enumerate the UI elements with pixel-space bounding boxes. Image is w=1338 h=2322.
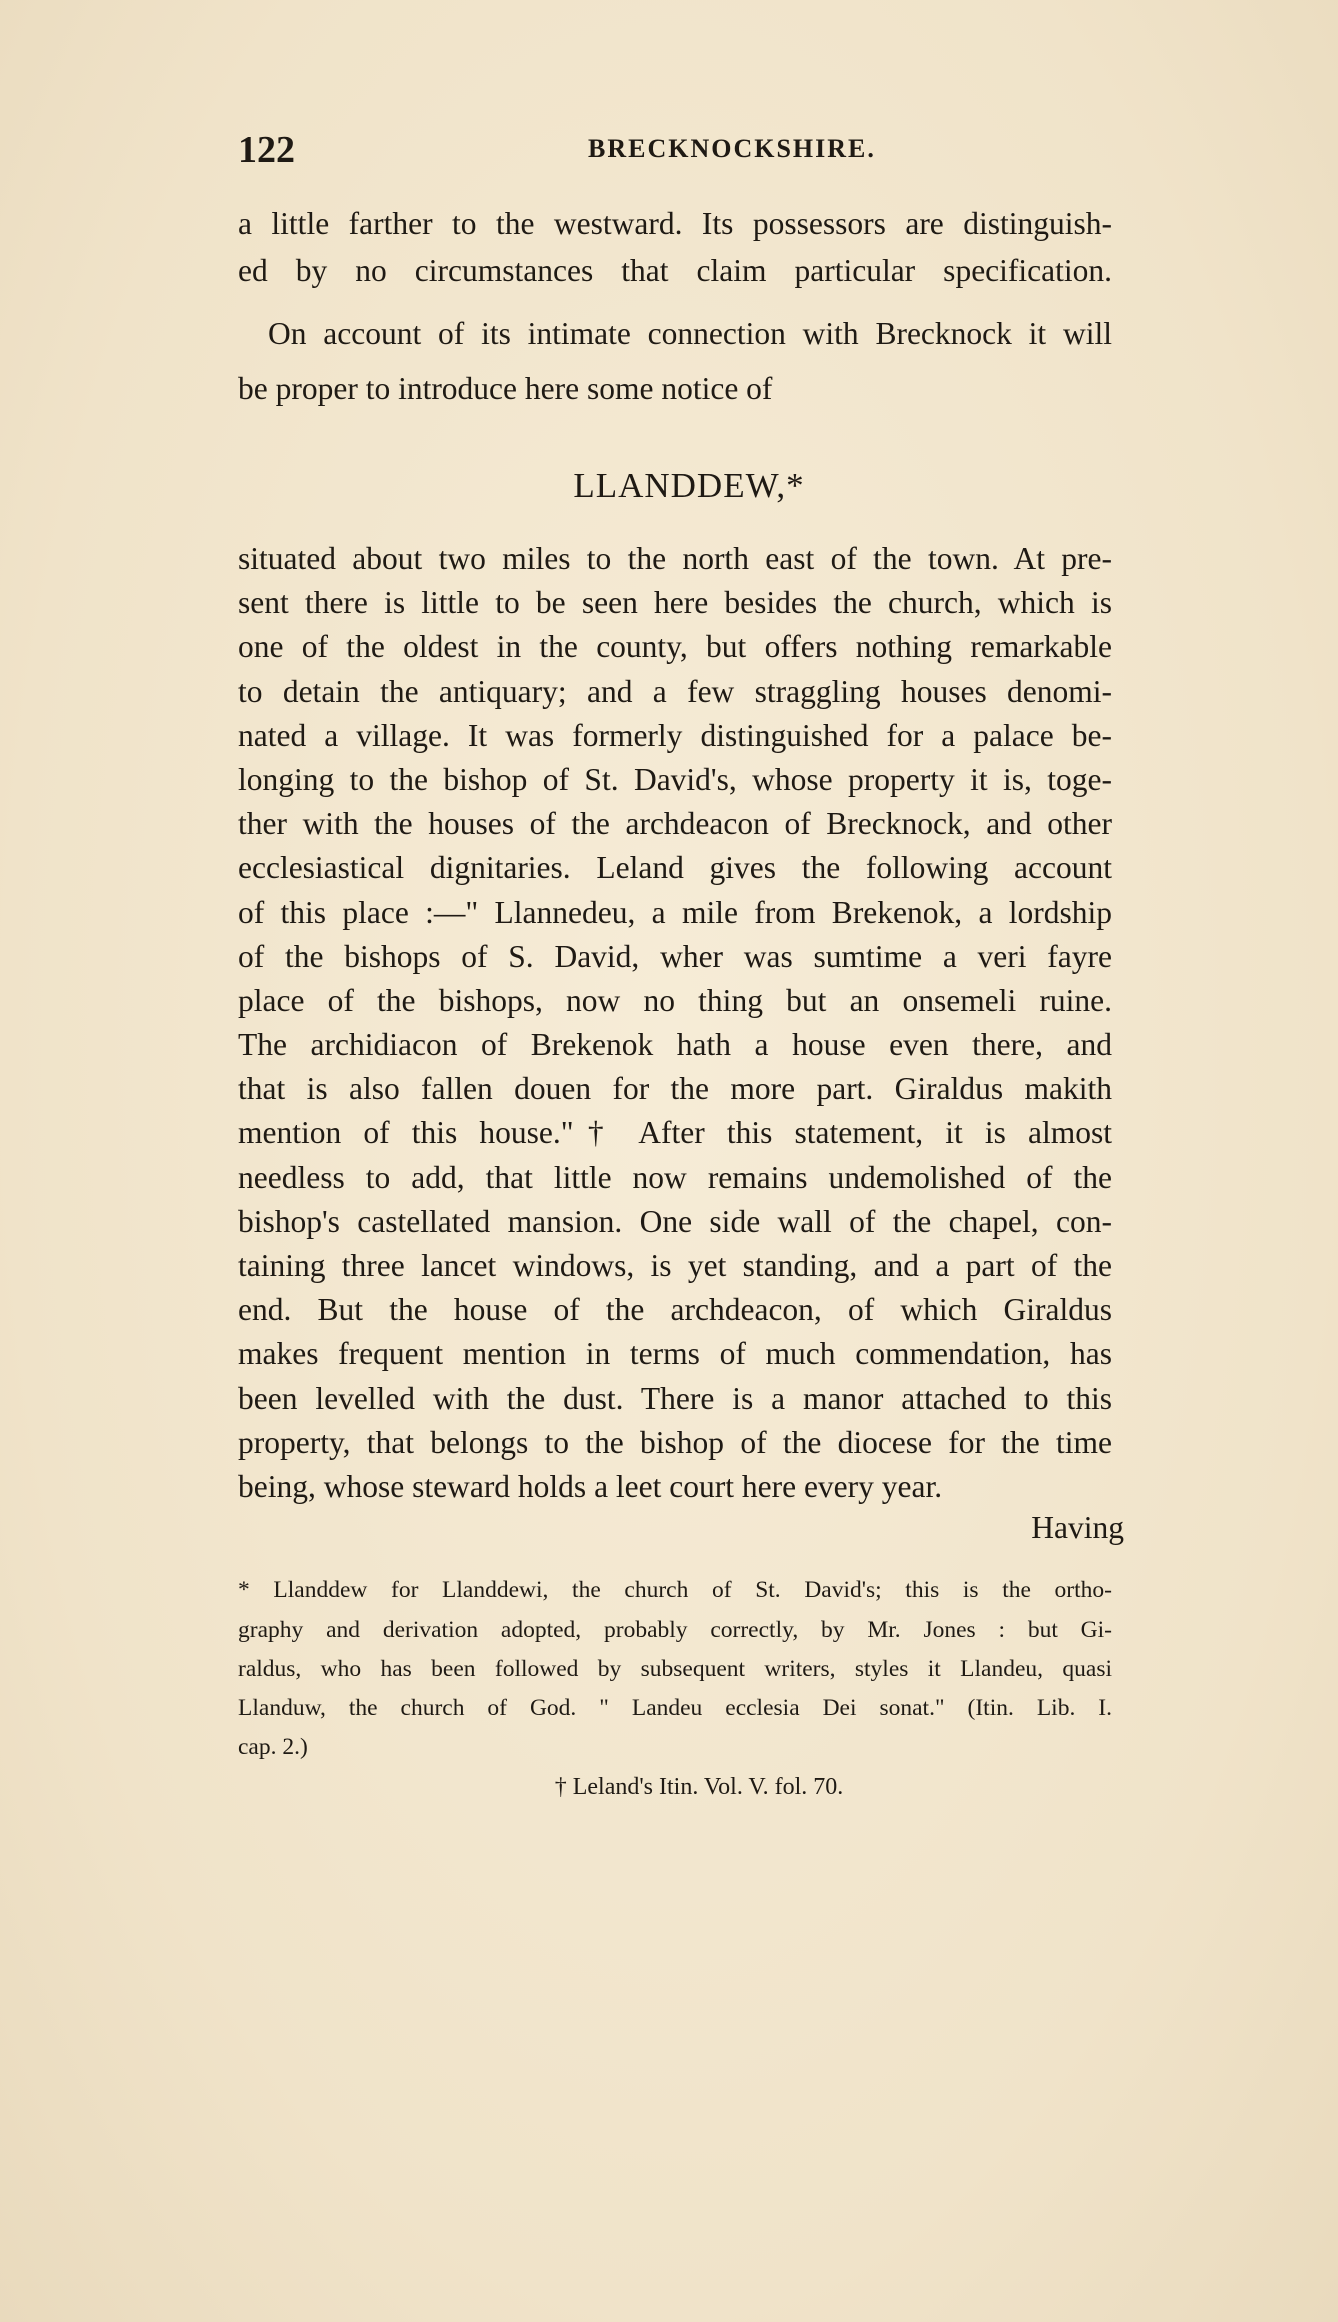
text-line: that is also fallen douen for the more part. Giraldus makith [238,1071,1112,1106]
text-line: to detain the antiquary; and a few straggling houses denomi- [238,674,1112,709]
text-line: bishop's castellated mansion. One side wall of the chapel, con- [238,1204,1112,1239]
text-line: needless to add, that little now remains undemolished of the [238,1160,1112,1195]
footnote-line: Llanduw, the church of God. " Landeu ecclesia Dei sonat." (Itin. Lib. I. [238,1695,1112,1721]
text-line: mention of this house."† After this statement, it is almost [238,1115,1112,1150]
text-line: being, whose steward holds a leet court here every year. [238,1469,943,1504]
text-line: The archidiacon of Brekenok hath a house even there, and [238,1027,1112,1062]
footnote-line: * Llanddew for Llanddewi, the church of St. David's; this is the ortho- [238,1577,1112,1603]
text-line: end. But the house of the archdeacon, of which Giraldus [238,1292,1112,1327]
page-number: 122 [238,129,295,171]
text-line: longing to the bishop of St. David's, whose property it is, toge- [238,762,1112,797]
text-line: On account of its intimate connection with Brecknock it will [268,316,1112,351]
text-line: nated a village. It was formerly distinguished for a palace be- [238,718,1112,753]
text-line: ecclesiastical dignitaries. Leland gives the following account [238,850,1112,885]
text-line: of this place :—" Llannedeu, a mile from Brekenok, a lordship [238,895,1112,930]
footnote-line: raldus, who has been followed by subsequent writers, styles it Llandeu, quasi [238,1656,1112,1682]
section-heading: LLANDDEW,* [573,466,805,505]
text-line: one of the oldest in the county, but offers nothing remarkable [238,629,1112,664]
running-head [238,128,1118,172]
text-line: property, that belongs to the bishop of the diocese for the time [238,1425,1112,1460]
text-line: of the bishops of S. David, wher was sumtime a veri fayre [238,939,1112,974]
text-line: a little farther to the westward. Its possessors are distinguish- [238,206,1112,241]
footnote-line: graphy and derivation adopted, probably correctly, by Mr. Jones : but Gi- [238,1617,1112,1643]
text-line: makes frequent mention in terms of much commendation, has [238,1336,1112,1371]
footnote-dagger: † Leland's Itin. Vol. V. fol. 70. [554,1774,844,1800]
catchword: Having [1031,1510,1124,1545]
text-line: been levelled with the dust. There is a manor attached to this [238,1381,1112,1416]
text-line: ed by no circumstances that claim particular specification. [238,253,1112,288]
footnote-line: cap. 2.) [238,1734,308,1760]
text-line: sent there is little to be seen here besides the church, which is [238,585,1112,620]
text-line: taining three lancet windows, is yet standing, and a part of the [238,1248,1112,1283]
text-line: place of the bishops, now no thing but an onsemeli ruine. [238,983,1112,1018]
text-line: ther with the houses of the archdeacon of Brecknock, and other [238,806,1112,841]
running-title: BRECKNOCKSHIRE. [588,134,876,163]
text-line: situated about two miles to the north east of the town. At pre- [238,541,1112,576]
text-line: be proper to introduce here some notice of [238,371,773,406]
